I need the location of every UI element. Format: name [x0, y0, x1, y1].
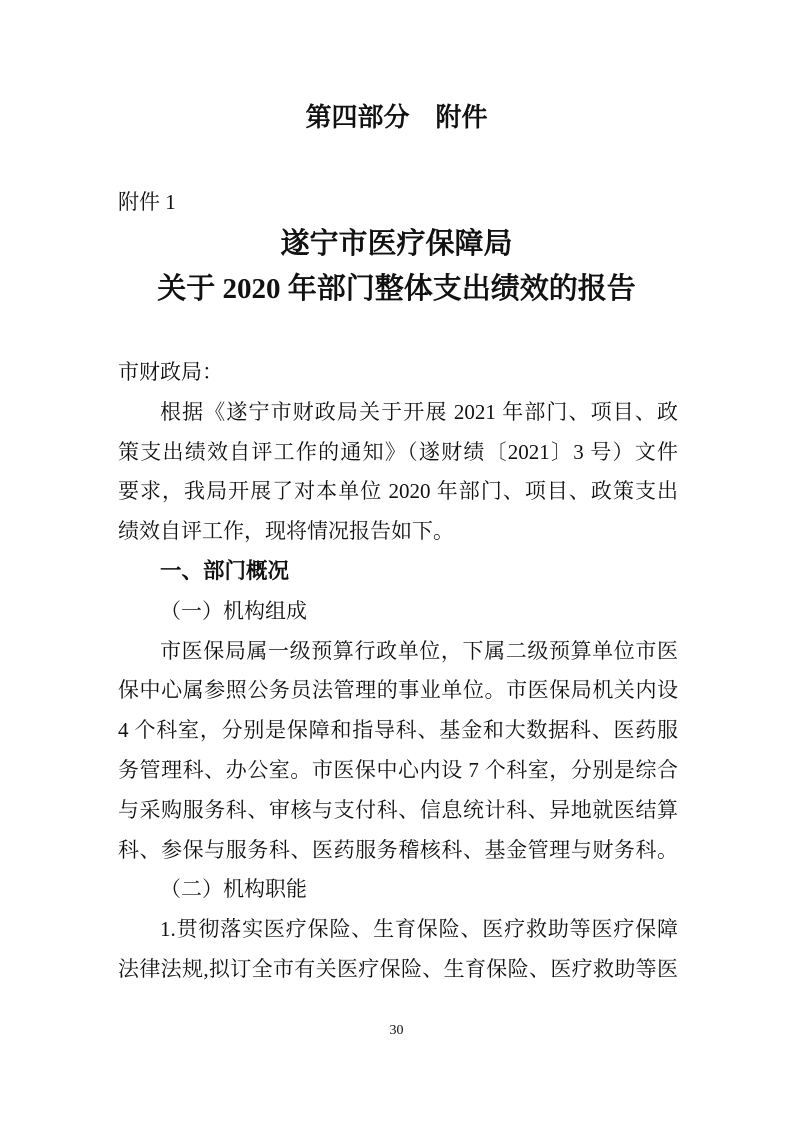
- body-line: 与采购服务科、审核与支付科、信息统计科、异地就医结算: [118, 797, 678, 822]
- body-line: 策支出绩效自评工作的通知》（遂财绩〔2021〕3 号）文件: [118, 439, 678, 464]
- part-title: 第四部分 附件: [305, 103, 488, 132]
- body-line-salutation: 市财政局：: [118, 360, 223, 384]
- body-line: 1.贯彻落实医疗保险、生育保险、医疗救助等医疗保障: [160, 917, 678, 942]
- body-line: 法律法规,拟订全市有关医疗保险、生育保险、医疗救助等医: [118, 956, 678, 981]
- section-heading: 一、部门概况: [160, 558, 290, 583]
- body-line: 要求，我局开展了对本单位 2020 年部门、项目、政策支出: [118, 479, 678, 504]
- document-title-line2: 关于 2020 年部门整体支出绩效的报告: [157, 273, 636, 305]
- subsection-heading: （二）机构职能: [160, 877, 307, 902]
- page-number: 30: [389, 1023, 404, 1038]
- body-line: 4 个科室，分别是保障和指导科、基金和大数据科、医药服: [118, 718, 678, 743]
- body-line: 保中心属参照公务员法管理的事业单位。市医保局机关内设: [118, 678, 678, 703]
- document-title-line1: 遂宁市医疗保障局: [280, 228, 513, 260]
- body-line: 科、参保与服务科、医药服务稽核科、基金管理与财务科。: [118, 837, 678, 862]
- body-line: 绩效自评工作，现将情况报告如下。: [118, 519, 454, 544]
- body-line: 根据《遂宁市财政局关于开展 2021 年部门、项目、政: [160, 399, 678, 424]
- document-title: [0, 222, 793, 312]
- attachment-label: 附件 1: [118, 190, 176, 214]
- subsection-heading: （一）机构组成: [160, 598, 307, 623]
- body-line: 务管理科、办公室。市医保中心内设 7 个科室，分别是综合: [118, 757, 678, 782]
- body-line: 市医保局属一级预算行政单位，下属二级预算单位市医: [160, 638, 678, 663]
- document-body: [118, 353, 678, 990]
